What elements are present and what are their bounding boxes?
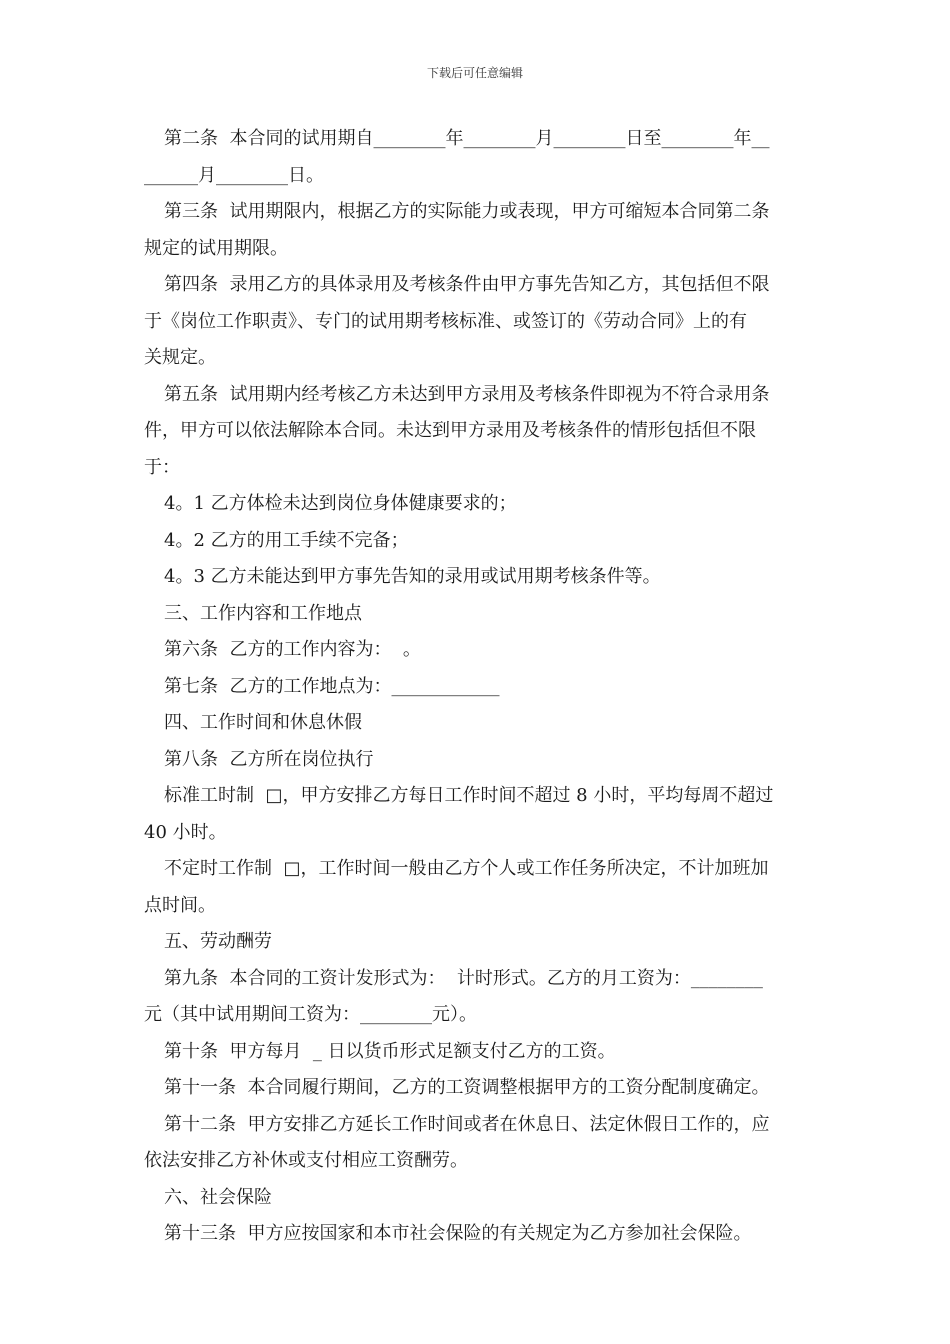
- text-line: 依法安排乙方补休或支付相应工资酬劳。: [144, 1150, 468, 1171]
- text-line: 五、劳动酬劳: [164, 931, 272, 952]
- text-line: 第六条 乙方的工作内容为： 。: [164, 639, 421, 660]
- text-line: 元（其中试用期间工资为：________元）。: [144, 1004, 477, 1025]
- text-line: 第十三条 甲方应按国家和本市社会保险的有关规定为乙方参加社会保险。: [164, 1223, 752, 1244]
- text-line: 第二条 本合同的试用期自________年________月________日至________年__: [164, 128, 770, 149]
- text-line: 件，甲方可以依法解除本合同。未达到甲方录用及考核条件的情形包括但不限: [144, 420, 756, 441]
- text-line: 第三条 试用期限内，根据乙方的实际能力或表现，甲方可缩短本合同第二条: [164, 201, 770, 222]
- text-line: 规定的试用期限。: [144, 237, 288, 259]
- document-body: [144, 121, 808, 1253]
- text-line: 第四条 录用乙方的具体录用及考核条件由甲方事先告知乙方，其包括但不限: [164, 274, 770, 295]
- text-line: 第七条 乙方的工作地点为：____________: [164, 675, 500, 697]
- text-line: 第八条 乙方所在岗位执行: [164, 748, 374, 770]
- text-line: ______月________日。: [144, 164, 324, 186]
- text-line: 点时间。: [144, 894, 216, 916]
- text-line: 标准工时制 □，甲方安排乙方每日工作时间不超过 8 小时，平均每周不超过: [164, 785, 774, 806]
- text-line: 第十二条 甲方安排乙方延长工作时间或者在休息日、法定休假日工作的，应: [164, 1113, 770, 1135]
- text-line: 关规定。: [144, 347, 216, 368]
- text-line: 40 小时。: [144, 821, 227, 843]
- text-line: 于：: [144, 456, 180, 478]
- text-line: 第十一条 本合同履行期间，乙方的工资调整根据甲方的工资分配制度确定。: [164, 1077, 770, 1098]
- page-header: 下载后可任意编辑: [426, 66, 523, 80]
- text-line: 第十条 甲方每月 _ 日以货币形式足额支付乙方的工资。: [164, 1040, 616, 1062]
- text-line: 六、社会保险: [164, 1186, 272, 1208]
- text-line: 4。1 乙方体检未达到岗位身体健康要求的；: [164, 493, 517, 514]
- text-line: 不定时工作制 □，工作时间一般由乙方个人或工作任务所决定，不计加班加: [164, 858, 769, 879]
- text-line: 第五条 试用期内经考核乙方未达到甲方录用及考核条件即视为不符合录用条: [164, 383, 770, 405]
- text-line: 于《岗位工作职责》、专门的试用期考核标准、或签订的《劳动合同》上的有: [144, 310, 747, 332]
- text-line: 四、工作时间和休息休假: [164, 712, 362, 733]
- text-line: 三、工作内容和工作地点: [164, 602, 362, 624]
- text-line: 4。2 乙方的用工手续不完备；: [164, 529, 409, 551]
- text-line: 4。3 乙方未能达到甲方事先告知的录用或试用期考核条件等。: [164, 566, 661, 587]
- text-line: 第九条 本合同的工资计发形式为： 计时形式。乙方的月工资为：________: [164, 967, 763, 989]
